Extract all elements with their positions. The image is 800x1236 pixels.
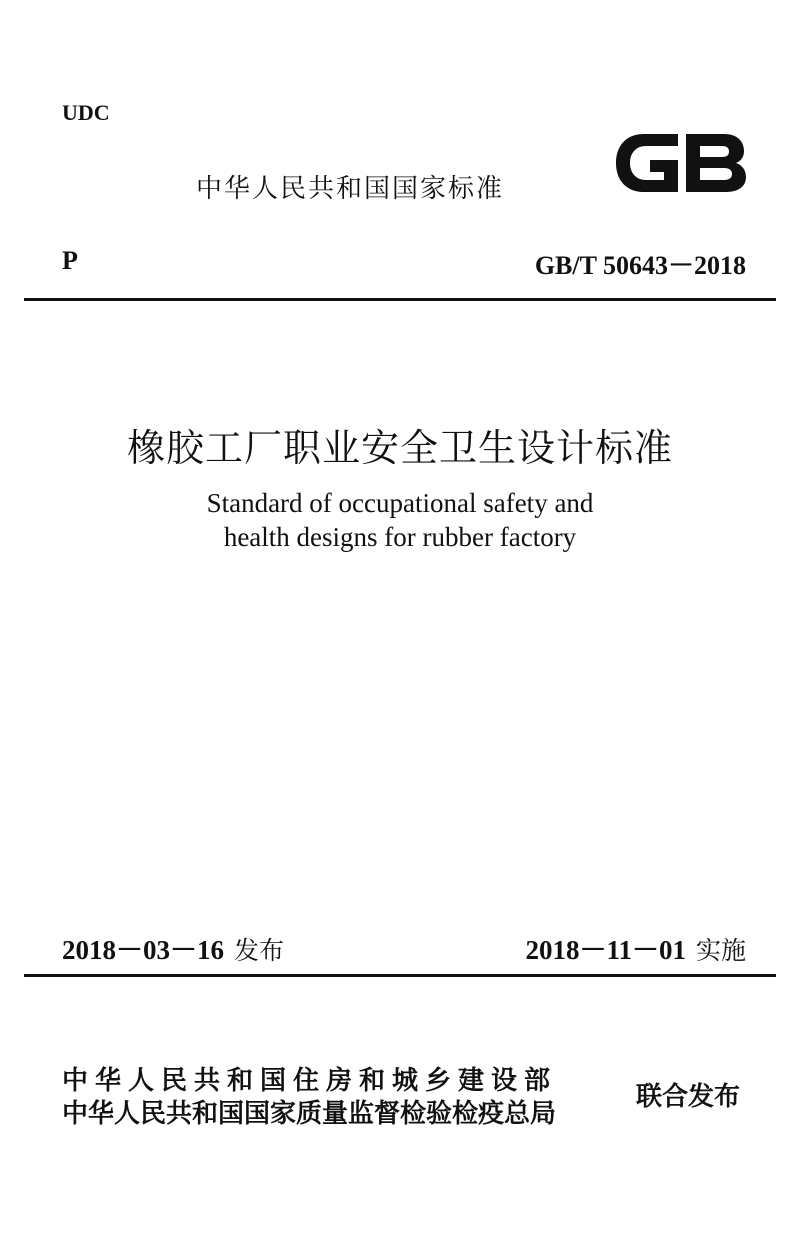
- implement-label: 实施: [695, 936, 746, 965]
- title-english-line1: Standard of occupational safety and: [206, 488, 594, 518]
- joint-issue-label: 联合发布: [636, 1082, 741, 1112]
- publish-date: 2018－03－16: [62, 935, 224, 965]
- publish-label: 发布: [234, 936, 285, 965]
- title-english-line2: health designs for rubber factory: [223, 522, 577, 552]
- title-chinese: 橡胶工厂职业安全卫生设计标准: [126, 426, 673, 470]
- bottom-divider: [24, 974, 776, 977]
- udc-label: UDC: [62, 100, 110, 125]
- issuer-quality-supervision: 中华人民共和国国家质量监督检验检疫总局: [62, 1099, 557, 1129]
- implement-date: 2018－11－01: [525, 935, 686, 965]
- standard-number: GB/T 50643－2018: [534, 251, 746, 280]
- category-code: P: [62, 246, 78, 275]
- issuer-ministry-housing: 中华人民共和国住房和城乡建设部: [62, 1066, 558, 1096]
- publish-date-block: [62, 928, 284, 967]
- national-standard-label: 中华人民共和国国家标准: [196, 174, 505, 204]
- top-divider: [24, 298, 776, 301]
- gb-logo-icon: [608, 126, 750, 200]
- implement-date-block: [525, 928, 746, 967]
